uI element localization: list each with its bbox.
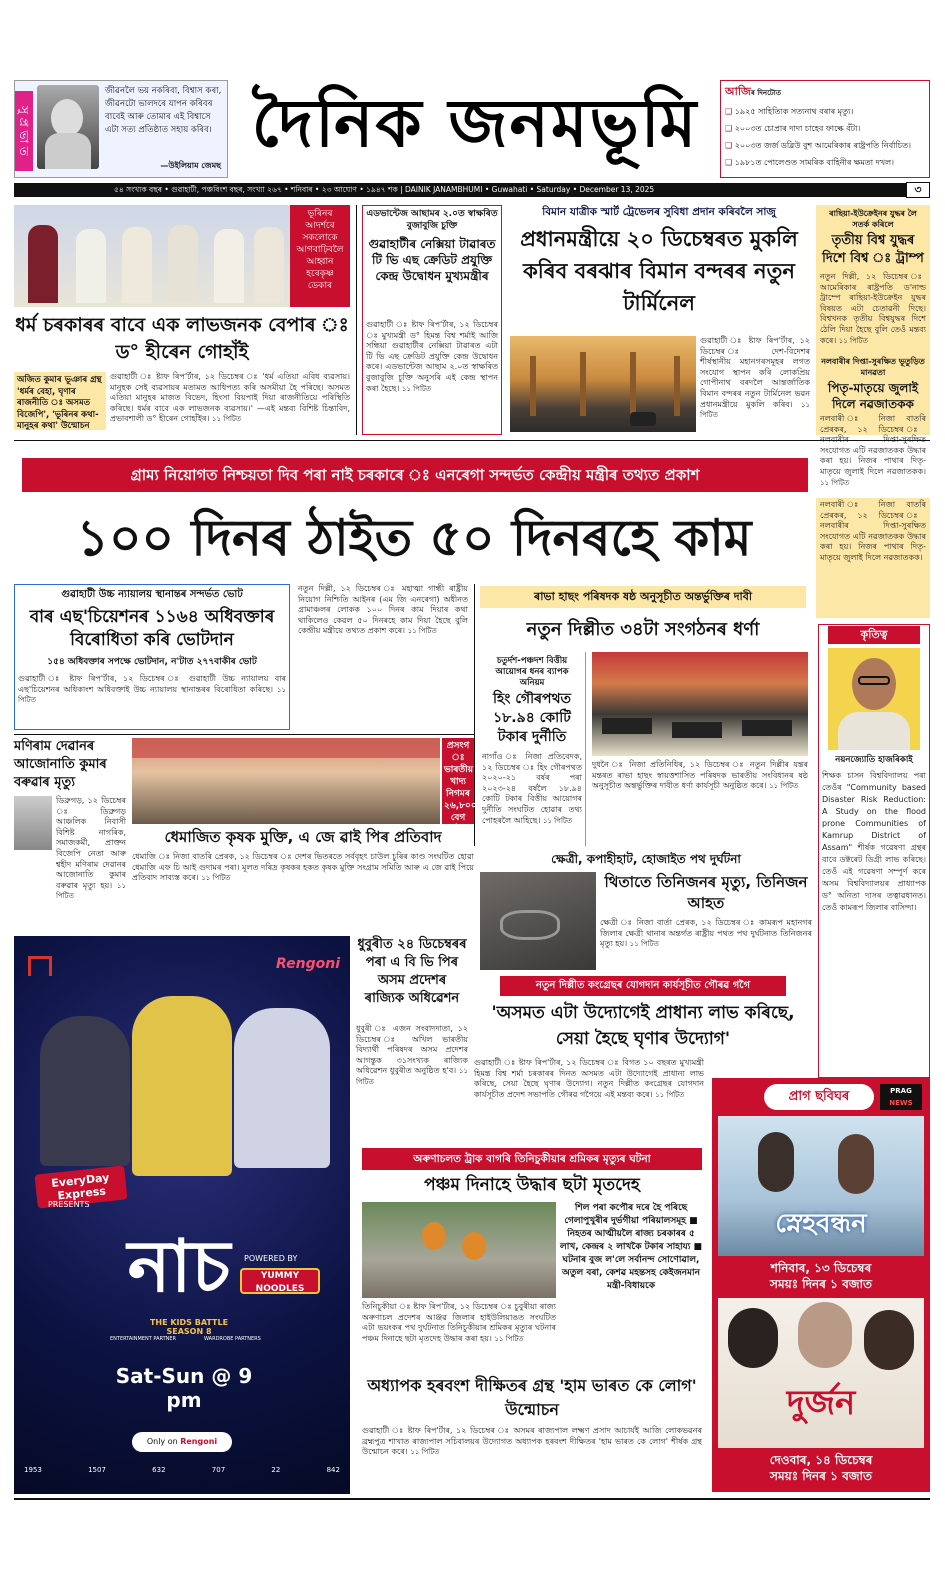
page-number: ৩ <box>906 182 930 198</box>
side-right-body2-cont: নলবাৰী ঃ নিজা বাতৰি প্ৰেৰকৰ, ১২ ডিচেম্বৰ ঃ নলবাৰীৰ দিপ্তা-সুৰক্ষিত সংযোগত এটি নৱজাতকক উদ্ধাৰ কৰা হয়। নিজৰ পাথাৰ দিতৃ-মাতৃয়ে জুলাই দিলে নৱজাতকক। <box>816 498 930 618</box>
top-left-subbox: অজিত কুমাৰ ভূঞাৰ গ্ৰন্থ 'ধৰ্মৰ বেহা, ঘৃণাৰ ৰাজনীতি ঃ অসমত বিজেপি', 'ভূৰিনৰ কথা-মানুহৰ কথা' উন্মোচন <box>14 372 106 430</box>
side-right-sig: ১১ পিটিত <box>838 336 868 345</box>
kshetri-body: ক্ষেত্ৰী ঃ নিজা বাৰ্তা প্ৰেৰক, ১২ ডিচেম্বৰ ঃ কামৰূপ মহানগৰ জিলাৰ ক্ষেত্ৰী থানাৰ অন্তৰ্গত ৰাষ্ট্ৰীয় পথত পথ দুৰ্ঘটনাত তিনিজনৰ মৃত্যু হয়। ১১ পিটিত <box>600 918 812 949</box>
rating-value: 632 <box>152 1466 166 1474</box>
launch-photo <box>14 205 290 307</box>
ad-sponsor: YUMMY NOODLES <box>240 1268 320 1294</box>
kritiwo-name: নয়নজ্যোতি হাজৰিকাই <box>835 755 913 765</box>
accident-photo <box>480 872 596 970</box>
today-label <box>725 83 781 102</box>
top-left-sig: ১১ পিটিত <box>211 415 242 424</box>
kritiwo-photo <box>828 648 920 750</box>
rating-value: 1507 <box>88 1466 106 1474</box>
gogoi-red-strip: নতুন দিল্লীত কংগ্ৰেছৰ যোগদান কাৰ্যসূচীত গৌৰৱ গগৈ <box>500 976 786 996</box>
top-mid-kicker: এডভান্টেজ আছামৰ ২.০ত স্বাক্ষৰিত বুজাবুজি চুক্তি <box>366 209 498 231</box>
kshetri-kicker: ক্ষেত্ৰী, কপাহীহাট, হোজাইত পথ দুৰ্ঘটনা <box>551 852 741 866</box>
ad-show-title: নাচ <box>127 1224 231 1308</box>
quote-portrait <box>37 85 99 169</box>
rating-value: 1953 <box>24 1466 42 1474</box>
mid-right-kicker: ৰাভা হাছং পৰিষদক ষষ্ঠ অনুসূচীত অন্তৰ্ভুক্তিৰ দাবী <box>480 586 806 608</box>
dateline-bar <box>14 183 930 197</box>
film2-title: দুৰ্জন <box>786 1383 856 1423</box>
today-item: ❑ ২০০৩ত জৰ্জ ডব্লিউ বুশ আমেৰিকাৰ ৰাষ্ট্ৰপতি নিৰ্বাচিত। <box>725 141 911 150</box>
quote-author: —উইলিয়াম জেমছ <box>160 161 221 170</box>
kritiwo-body: শিক্ষক চাসন বিশ্ববিদ্যালয় পৰা তেওঁৰ "Community based Disaster Risk Reduction: A Study on the flood prone Communities of Kamrup District of Assam" শীৰ্ষক গৱেষণা গ্ৰন্থৰ বাবে ডক্টৰেট ডিগ্ৰী লাভ কৰিছে। তেওঁ এই গৱেষণা সম্পূৰ্ণ কৰে অসম বিশ্ববিদ্যালয়ৰ প্ৰাধ্যাপক ড° অনিতা দাসৰ তত্বাৱধানত। তেওঁ কামৰূপ জিলাৰ বাসিন্দা। <box>822 771 926 912</box>
prag-logo-bottom: NEWS <box>889 1099 913 1107</box>
book-body: গুৱাহাটী ঃ ষ্টাফ ৰিপ'ৰ্টাৰ, ১২ ডিচেম্বৰ ঃ অসমৰ ৰাজ্যপাল লক্ষ্মণ প্ৰসাদ আচাৰ্যই আজি লোকভৱনৰ ব্ৰহ্মপুত্ৰ শাখাত ৰাজ্যপাল সচিবালয়ৰ উদ্যোগত অধ্যাপক হৰবংশ দীক্ষিতৰ 'হাম ভাৰত কে লোগ' শীৰ্ষক গ্ৰন্থ উন্মোচন কৰে। ১১ পিটিত <box>362 1426 702 1457</box>
ad-rengoni <box>14 936 350 1494</box>
top-mid-headline: গুৱাহাটীৰ নেক্সিয়া টাৱাৰত টি ভি এছ ক্ৰেডিট প্ৰযুক্তি কেন্দ্ৰ উদ্বোধন মুখ্যমন্ত্ৰীৰ <box>368 237 496 283</box>
side-right-kicker2: নলবাৰীৰ দিপ্তা-সুৰক্ষিত ভূতুড়িত মানৱতা <box>821 357 925 377</box>
top-left-headline: ধৰ্ম চৰকাৰৰ বাবে এক লাভজনক বেপাৰ ঃ ড° হীৰেন গোহাঁই <box>15 314 349 363</box>
side-right-body2: নলবাৰী ঃ নিজা বাতৰি প্ৰেৰকৰ, ১২ ডিচেম্বৰ ঃ সংযোগত এটি নৱজাতকক উদ্ধাৰ কৰা হয়। নিজৰ পাথাৰ দিতৃ-মাতৃয়ে জুলাই দিলে নৱজাতকক। ১১ পিটিত <box>820 414 926 487</box>
ad-partners-2: WARDROBE PARTNERS <box>204 1336 261 1342</box>
film1-time: সময়ঃ দিনৰ ১ বজাত <box>770 1277 872 1291</box>
rating-value: 707 <box>211 1466 226 1474</box>
film1-day: শনিবাৰ, ১৩ ডিচেম্বৰ <box>770 1261 872 1275</box>
kritiwo-tag: কৃতিত্ব <box>828 626 920 644</box>
dhemaji-body: ধেমাজি ঃ নিজা বাতৰি প্ৰেৰক, ১২ ডিচেম্বৰ ঃ দেশৰ ভিতৰতে সৰ্ববৃহৎ চাউল চুৰিৰ কাণ্ড সংঘটিত হোৱা ধেমাজি এফ চি আই গুদামৰ পৰা। মূলত দৰিদ্ৰ কৃষকৰ হকত কৃষক মুক্তি সংগ্ৰাম সমিতি আৰু এ জে ৱাই পিয়ে প্ৰতিবাদ সাব্যস্ত কৰে। ১১ পিটিত <box>132 852 474 883</box>
today-item: ❑ ১৯২৫ সাহিত্যিক সত্যনাথ বৰাৰ মৃত্যু। <box>725 107 854 116</box>
ad-show-brand: EveryDay Express <box>34 1165 127 1208</box>
gogoi-body: গুৱাহাটী ঃ ষ্টাফ ৰিপ'ৰ্টাৰ, ১২ ডিচেম্বৰ ঃ বিগত ১০ বছৰত মুখ্যমন্ত্ৰী হিমন্ত বিশ্ব শৰ্মা চৰকাৰৰ দিনত অসমত এটা উদ্যোগেই প্ৰাধান্য লাভ কৰিছে, সেয়া হৈছে ঘৃণাৰ উদ্যোগ। নতুন দিল্লীত কংগ্ৰেছৰ যোগদান কাৰ্যসূচীত প্ৰদেশ সভাপতি গৌৰৱ গগৈয়ে এই মন্তব্য কৰে। ১১ পিটিত <box>474 1058 704 1099</box>
side-right-body: নতুন দিল্লী, ১২ ডিচেম্বৰ ঃ আমেৰিকাৰ ৰাষ্ট্ৰপতি ড'নাল্ড ট্ৰাম্পে ৰাছিয়া-ইউক্ৰেইন যুদ্ধৰ বিষয়ত এটা চেতাৱনী দিছে। বিশ্বখনক তৃতীয় বিশ্বযুদ্ধৰ দিশে ঠেলি দিয়া হৈছে বুলি তেওঁ মন্তব্য কৰে। ১১ পিটিত <box>820 272 926 345</box>
banner-red-strip: গ্ৰাম্য নিয়োগত নিশ্চয়তা দিব পৰা নাই চৰকাৰে ঃ এনৰেগা সন্দৰ্ভত কেন্দ্ৰীয় মন্ত্ৰীৰ তথ্যত প্ৰকাশ <box>22 458 808 492</box>
mid-left-headline: বাৰ এছ'চিয়েশনৰ ১১৬৪ অধিবক্তাৰ বিৰোধিতা কৰি ভোটদান <box>29 607 275 650</box>
top-right-kicker: বিমান যাত্ৰীক স্মাৰ্ট ট্ৰেভেলৰ সুবিধা প্ৰদান কৰিবলৈ সাজু <box>542 206 776 218</box>
ad-only-on: Only on Rengoni <box>132 1432 232 1452</box>
film2-poster <box>718 1298 924 1448</box>
dhubri-body: ধুবুৰী ঃ এজন সংবাদদাতা, ১২ ডিচেম্বৰ ঃ অখিল ভাৰতীয় বিদ্যাৰ্থী পৰিষদৰ অসম প্ৰদেশৰ আগন্তুক ৩১সংখ্যক ৰাজ্যিক অধিৱেশন ধুবুৰীত অনুষ্ঠিত হ'ব। ১১ পিটিত <box>356 1024 469 1086</box>
ad-partners-1: ENTERTAINMENT PARTNER <box>110 1336 177 1342</box>
ad-show-sub: THE KIDS BATTLE SEASON 8 <box>149 1318 229 1336</box>
film2-day: দেওবাৰ, ১৪ ডিচেম্বৰ <box>769 1453 873 1467</box>
today-sub: ৰ দিনটোত <box>750 89 781 97</box>
rating-value: 842 <box>326 1466 340 1474</box>
prag-header: প্ৰাগ ছবিঘৰ <box>764 1084 874 1110</box>
ad-powered: POWERED BY <box>244 1254 298 1263</box>
mid-left-body: গুৱাহাটী ঃ ষ্টাফ ৰিপ'ৰ্টাৰ, ১২ ডিচেম্বৰ ঃ গুৱাহাটী উচ্চ ন্যায়ালয় বাৰ এছ'চিয়েশনৰ অধিকাংশ অধিবক্তাই উচ্চ ন্যায়ালয় স্থানান্তৰৰ বিৰোধিতা কৰিছে। ১১ পিটিত <box>18 674 287 705</box>
ad-ratings <box>24 1466 340 1474</box>
prag-logo-top: PRAG <box>890 1087 912 1095</box>
top-mid-sig: ১১ পিটিত <box>401 384 432 393</box>
dhemaji-photo <box>132 738 440 824</box>
top-mid-body: গুৱাহাটী ঃ ষ্টাফ ৰিপ'ৰ্টাৰ, ১২ ডিচেম্বৰ ঃ মুখ্যমন্ত্ৰী ড° হিমন্ত বিশ্ব শৰ্মাই আজি সন্ধিয়া গুৱাহাটীৰ নেক্সিয়া টাৱাৰত এটা টি ভি এছ ক্ৰেডিট প্ৰযুক্তি কেন্দ্ৰ উদ্বোধন কৰে। এডভান্টেজ আছাম ২.০ত স্বাক্ষৰিত বুজাবুজি চুক্তি অনুসৰি এই কেন্দ্ৰ স্থাপন কৰা হৈছে। ১১ পিটিত <box>366 320 498 393</box>
mid-right-body: দুধনৈ ঃ নিজা প্ৰতিনিধিৰ, ১২ ডিচেম্বৰ ঃ নতুন দিল্লীৰ যন্তৰ মন্তৰত ৰাভা হাছং স্বায়ত্তশাসিত পৰিষদক ভাৰতীয় সংবিধানৰ ষষ্ঠ অনুসূচীত অন্তৰ্ভুক্তিৰ দাবীত ধৰ্ণা কাৰ্যসূচী অনুষ্ঠিত কৰে। ১১ পিটিত <box>592 760 808 791</box>
rescue-photo <box>362 1202 556 1298</box>
rating-value: 22 <box>271 1466 281 1474</box>
today-box <box>720 80 930 178</box>
film2-time: সময়ঃ দিনৰ ১ বজাত <box>770 1469 872 1483</box>
suprabhat-box <box>14 80 228 178</box>
truck-red-strip: অৰুণাচলত ট্ৰাক বাগৰি তিনিচুকীয়াৰ শ্ৰমিকৰ মৃত্যুৰ ঘটনা <box>362 1148 702 1170</box>
protest-photo <box>592 652 808 756</box>
today-item: ❑ ১৯৮১ত পোলেণ্ডত সামৰিক বাহিনীৰ ক্ষমতা দখল। <box>725 158 894 167</box>
kshetri-headline: থিতাতে তিনিজনৰ মৃত্যু, তিনিজন আহত <box>604 873 808 912</box>
mid-left-kicker: গুৱাহাটী উচ্চ ন্যায়ালয় স্থানান্তৰ সন্দৰ্ভত ভোট <box>61 589 243 600</box>
ad-timing: Sat-Sun @ 9 pm <box>115 1364 253 1412</box>
dhemaji-headline: ধেমাজিত কৃষক মুক্তি, এ জে ৱাই পিৰ প্ৰতিবাদ <box>164 828 442 846</box>
moniram-photo <box>14 796 52 850</box>
top-right-body: গুৱাহাটী ঃ ষ্টাফ ৰিপ'ৰ্টাৰ, ১২ ডিচেম্বৰ ঃ দেশ-বিদেশৰ শীৰ্ষস্থানীয় মহানগৰসমূহৰ লগত সংযোগ স্থাপন কৰি লোকপ্ৰিয় গোপীনাথ বৰদলৈ আন্তৰ্জাতিক বিমান বন্দৰৰ নতুন টাৰ্মিনেল ভৱন প্ৰধানমন্ত্ৰীয়ে মুকলি কৰিব। ১১ পিটিত <box>700 336 811 420</box>
left-col-body: ডিব্ৰুগড়, ১২ ডিচেম্বৰ ঃ ডিব্ৰুগড় আঞ্চলিক নিবাসী বিশিষ্ট নাগৰিক, সমাজকৰ্মী, প্ৰাক্তন বিজেপি নেতা আৰু শ্বহীদ মণিৰাম দেৱানৰ আজোনাতি কুমাৰ বৰুৱাৰ মৃত্যু হয়। ১১ পিটিত <box>56 796 126 901</box>
mid-center-body: নতুন দিল্লী, ১২ ডিচেম্বৰ ঃ মহাত্মা গান্ধী ৰাষ্ট্ৰীয় নিয়োগ নিশ্চিতি আইনৰ (এম জি এনৰেগা) অধীনত গ্ৰামাঞ্চলৰ লোকক ১০০ দিনৰ কাম দিয়াৰ কথা থাকিলেও কেৱল ৫০ দিনৰহে কাম দিয়া হৈছে বুলি কেন্দ্ৰীয় মন্ত্ৰীয়ে তথ্যত প্ৰকাশ কৰে। ১১ পিটিত <box>298 584 468 636</box>
top-right-headline: প্ৰধানমন্ত্ৰীয়ে ২০ ডিচেম্বৰত মুকলি কৰিব বৰঝাৰ বিমান বন্দৰৰ নতুন টাৰ্মিনেল <box>520 227 798 315</box>
today-word: আজি <box>725 85 751 98</box>
inset-body: নাগাঁও ঃ নিজা প্ৰতিবেদক, ১২ ডিচেম্বৰ ঃ হিং গৌৰপথত ২০২০-২১ বৰ্ষৰ পৰা ২০২৩-২৪ বৰ্ষলৈ ১৮.৯৪ কোটি টকাৰ বিত্তীয় আয়োগৰ দুৰ্নীতি সংঘটিত হোৱাৰ তথ্য পোহৰলৈ আহিছে। ১১ পিটিত <box>482 752 582 825</box>
mid-right-headline: নতুন দিল্লীত ৩৪টা সংগঠনৰ ধৰ্ণা <box>526 619 760 640</box>
inset-headline: হিং গৌৰপথত ১৮.৯৪ কোটি টকাৰ দুৰ্নীতি <box>492 691 572 745</box>
side-right-headline: তৃতীয় বিশ্ব যুদ্ধৰ দিশে বিশ্ব ঃ ট্ৰাম্প <box>822 233 924 266</box>
ad-presents: PRESENTS <box>48 1200 90 1209</box>
top-left-side-box: ভূৰিনৰ আদৰ্শৰে সকলোকে আগবাঢ়িবলৈ আহ্বান হৰেকৃষ্ণ ডেকাৰ <box>290 205 350 307</box>
masthead-title: দৈনিক জনমভূমি <box>251 85 699 162</box>
suprabhat-tag: সু প্ৰ ভা ত <box>15 91 33 171</box>
truck-headline: পঞ্চম দিনাহে উদ্ধাৰ ছটা মৃতদেহ <box>424 1175 640 1195</box>
gogoi-headline: 'অসমত এটা উদ্যোগেই প্ৰাধান্য লাভ কৰিছে, সেয়া হৈছে ঘৃণাৰ উদ্যোগ' <box>491 1003 795 1049</box>
book-headline: অধ্যাপক হৰবংশ দীক্ষিতৰ গ্ৰন্থ 'হাম ভাৰত কে লোগ' উন্মোচন <box>367 1376 697 1419</box>
top-right-sig: ১১ পিটিত <box>700 400 811 420</box>
truck-side: শিল পৰা কপৌৰ দৰে হৈ পৰিছে গেলাপুখুৰীৰ দুৰ্ভগীয়া পৰিয়ালসমূহ ■ নিহতৰ আত্মীয়লৈ ৰাজ্য চৰকাৰৰ ৫ লাখ, কেন্দ্ৰৰ ২ লাখকৈ টকাৰ সাহায্য ■ ঘটনাৰ বুজ ল'লে সৰ্বানন্দ সোণোৱাল, অতুল বৰা, কেশৱ মহন্তসহ কেইজনমান মন্ত্ৰী-বিধায়কে <box>560 1203 702 1291</box>
prag-logo <box>880 1084 922 1110</box>
banner-headline: ১০০ দিনৰ ঠাইত ৫০ দিনৰহে কাম <box>76 509 752 567</box>
film1-poster <box>718 1116 924 1256</box>
truck-body: তিনিচুকীয়া ঃ ষ্টাফ ৰিপ'ৰ্টাৰ, ১২ ডিচেম্বৰ ঃ চুবুৰীয়া ৰাজ্য অৰুণাচল প্ৰদেশৰ আঞ্জৱ জিলাৰ হাইউলিয়াঙত সংঘটিত এটা ভয়ংকৰ পথ দুৰ্ঘটনাত তিনিচুকীয়াৰ শ্ৰমিকৰ মৃত্যুৰ ঘটনাৰ পঞ্চম দিনাহে ছটা মৃতদেহ উদ্ধাৰ কৰা হয়। ১১ পিটিত <box>362 1302 556 1343</box>
dhemaji-red-box: প্ৰসংগ ঃ ভাৰতীয় খাদ্য নিগমৰ ২৬,৮০০ বেগ চাউল হেৰুৱাই <box>442 738 474 824</box>
prag-box <box>712 1078 930 1492</box>
ad-person-3 <box>234 1008 330 1168</box>
side-right-headline2: পিতৃ-মাতৃয়ে জুলাই দিলে নৱজাতকক <box>827 381 919 411</box>
mid-left-sub: ১৫৪ অধিবক্তাৰ সপক্ষে ভোটদান, ন'টাত ২৭৭বাকীৰ ভোট <box>47 657 257 667</box>
quote-text: জীৱনলৈ ভয় নকৰিবা, বিশ্বাস কৰা, জীৱনটো ভালদৰে যাপন কৰিবৰ বাবেই আৰু তোমাৰ এই বিশ্বাসে এটা সত্য প্ৰতিষ্ঠাত সহায় কৰিব। <box>105 86 222 135</box>
side-right-kicker: ৰাছিয়া-ইউক্ৰেইনৰ যুদ্ধৰ লৈ সতৰ্ক কৰিলে <box>829 209 917 229</box>
today-list <box>725 103 925 171</box>
top-left-body: গুৱাহাটী ঃ ষ্টাফ ৰিপ'ৰ্টাৰ, ১২ ডিচেম্বৰ ঃ 'ধৰ্ম এতিয়া এবিধ ব্যৱসায়। মানুহক সেই ব্যৱসায়ৰ মতামত আধিপত্য কৰি অসমীয়া হৈ পৰিছে। অসমত এতিয়া মানুহৰ মাজত বিভেদ, হিংসা বিয়পাই দিয়া ৰাজনীতিয়ে পৰিস্থিতি কৰিছে। ধৰ্মৰ বাবে এক লাভজনক ব্যৱসায়।' —এই মন্তব্য বিশিষ্ট চিন্তাবিদ, প্ৰভাবশালী ড° হীৰেন গোহাঁইৰ। ১১ পিটিত <box>110 372 350 424</box>
today-item: ❑ ২০০৩ত চোপ্ৰাৰ দাদা চাহেব ফাল্কে বঁটা। <box>725 124 861 133</box>
dateline-text: ৫৪ সংখ্যক বছৰ • গুৱাহাটী, পঞ্চবিংশ বছৰ, সংখ্যা ২৬৭ • শনিবাৰ • ২৩ আঘোণ • ১৯৪৭ শক | DAINIK JANAMBHUMI • Guwahati • Saturday • December 13, 2025 <box>114 185 655 194</box>
ad-person-2 <box>132 996 232 1176</box>
terminal-photo <box>510 336 696 432</box>
inset-kicker: চতুৰ্দশ-পঞ্চদশ বিত্তীয় আয়োগৰ ধনৰ ব্যাপক অনিয়ম <box>495 656 569 688</box>
dhubri-headline: ধুবুৰীত ২৪ ডিচেম্বৰৰ পৰা এ বি ভি পিৰ অসম প্ৰদেশৰ ৰাজ্যিক অধিৱেশন <box>357 937 467 1006</box>
left-col-headline: মণিৰাম দেৱানৰ আজোনাতি কুমাৰ বৰুৱাৰ মৃত্যু <box>14 739 107 790</box>
ad-brand-logo: Rengoni <box>276 956 340 972</box>
film1-title: স্নেহবন্ধন <box>775 1209 867 1239</box>
ad-person-1 <box>40 1016 130 1166</box>
ad-corner-logo <box>28 956 52 976</box>
